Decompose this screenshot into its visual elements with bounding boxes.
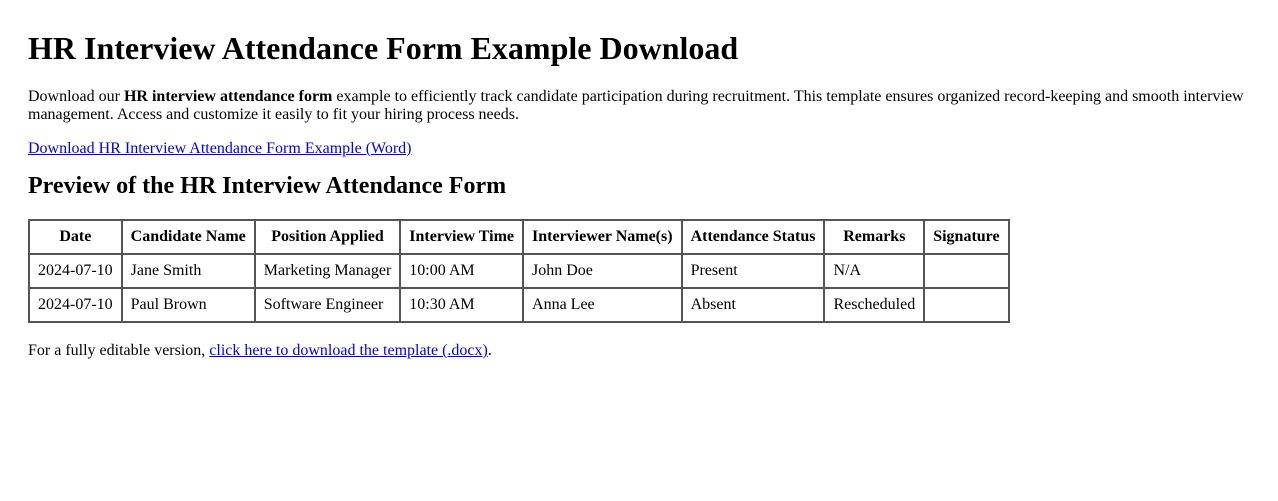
cell-attendance-status: Present bbox=[682, 254, 825, 288]
download-word-link[interactable]: Download HR Interview Attendance Form Example (Word) bbox=[28, 140, 412, 157]
table-header-row bbox=[29, 220, 1009, 254]
cell-candidate-name: Jane Smith bbox=[122, 254, 255, 288]
download-paragraph bbox=[28, 140, 1250, 158]
cell-remarks: Rescheduled bbox=[824, 288, 924, 322]
cell-attendance-status: Absent bbox=[682, 288, 825, 322]
table-row bbox=[29, 288, 1009, 322]
cell-candidate-name: Paul Brown bbox=[122, 288, 255, 322]
intro-paragraph bbox=[28, 88, 1253, 124]
cell-date: 2024-07-10 bbox=[29, 288, 122, 322]
cell-remarks: N/A bbox=[824, 254, 924, 288]
intro-text-start: Download our bbox=[28, 88, 124, 105]
page-title: HR Interview Attendance Form Example Download bbox=[28, 30, 739, 66]
footer-text: For a fully editable version, bbox=[28, 342, 210, 359]
cell-position-applied: Marketing Manager bbox=[255, 254, 401, 288]
header-attendance-status: Attendance Status bbox=[682, 220, 825, 254]
footer-period: . bbox=[487, 342, 492, 359]
cell-signature bbox=[924, 288, 1008, 322]
header-candidate-name: Candidate Name bbox=[122, 220, 255, 254]
header-remarks: Remarks bbox=[824, 220, 924, 254]
cell-interviewer-names: John Doe bbox=[523, 254, 682, 288]
cell-interview-time: 10:30 AM bbox=[400, 288, 523, 322]
attendance-table bbox=[28, 219, 1010, 323]
intro-text-end: example to efficiently track candidate participation during recruitment. This template ensures organized record-keeping and smooth interview management. Access and customize it easily to fit your hiring process needs. bbox=[28, 88, 1244, 123]
header-signature: Signature bbox=[924, 220, 1008, 254]
cell-interviewer-names: Anna Lee bbox=[523, 288, 682, 322]
cell-interview-time: 10:00 AM bbox=[400, 254, 523, 288]
cell-position-applied: Software Engineer bbox=[255, 288, 401, 322]
header-interview-time: Interview Time bbox=[400, 220, 523, 254]
table-row bbox=[29, 254, 1009, 288]
header-interviewer-names: Interviewer Name(s) bbox=[523, 220, 682, 254]
header-date: Date bbox=[29, 220, 122, 254]
intro-text-bold: HR interview attendance form bbox=[123, 88, 333, 105]
download-template-docx-link[interactable]: click here to download the template (.docx) bbox=[209, 342, 488, 359]
cell-date: 2024-07-10 bbox=[29, 254, 122, 288]
cell-signature bbox=[924, 254, 1008, 288]
preview-heading: Preview of the HR Interview Attendance Form bbox=[28, 173, 507, 199]
header-position-applied: Position Applied bbox=[255, 220, 401, 254]
footer-paragraph bbox=[28, 342, 1250, 360]
